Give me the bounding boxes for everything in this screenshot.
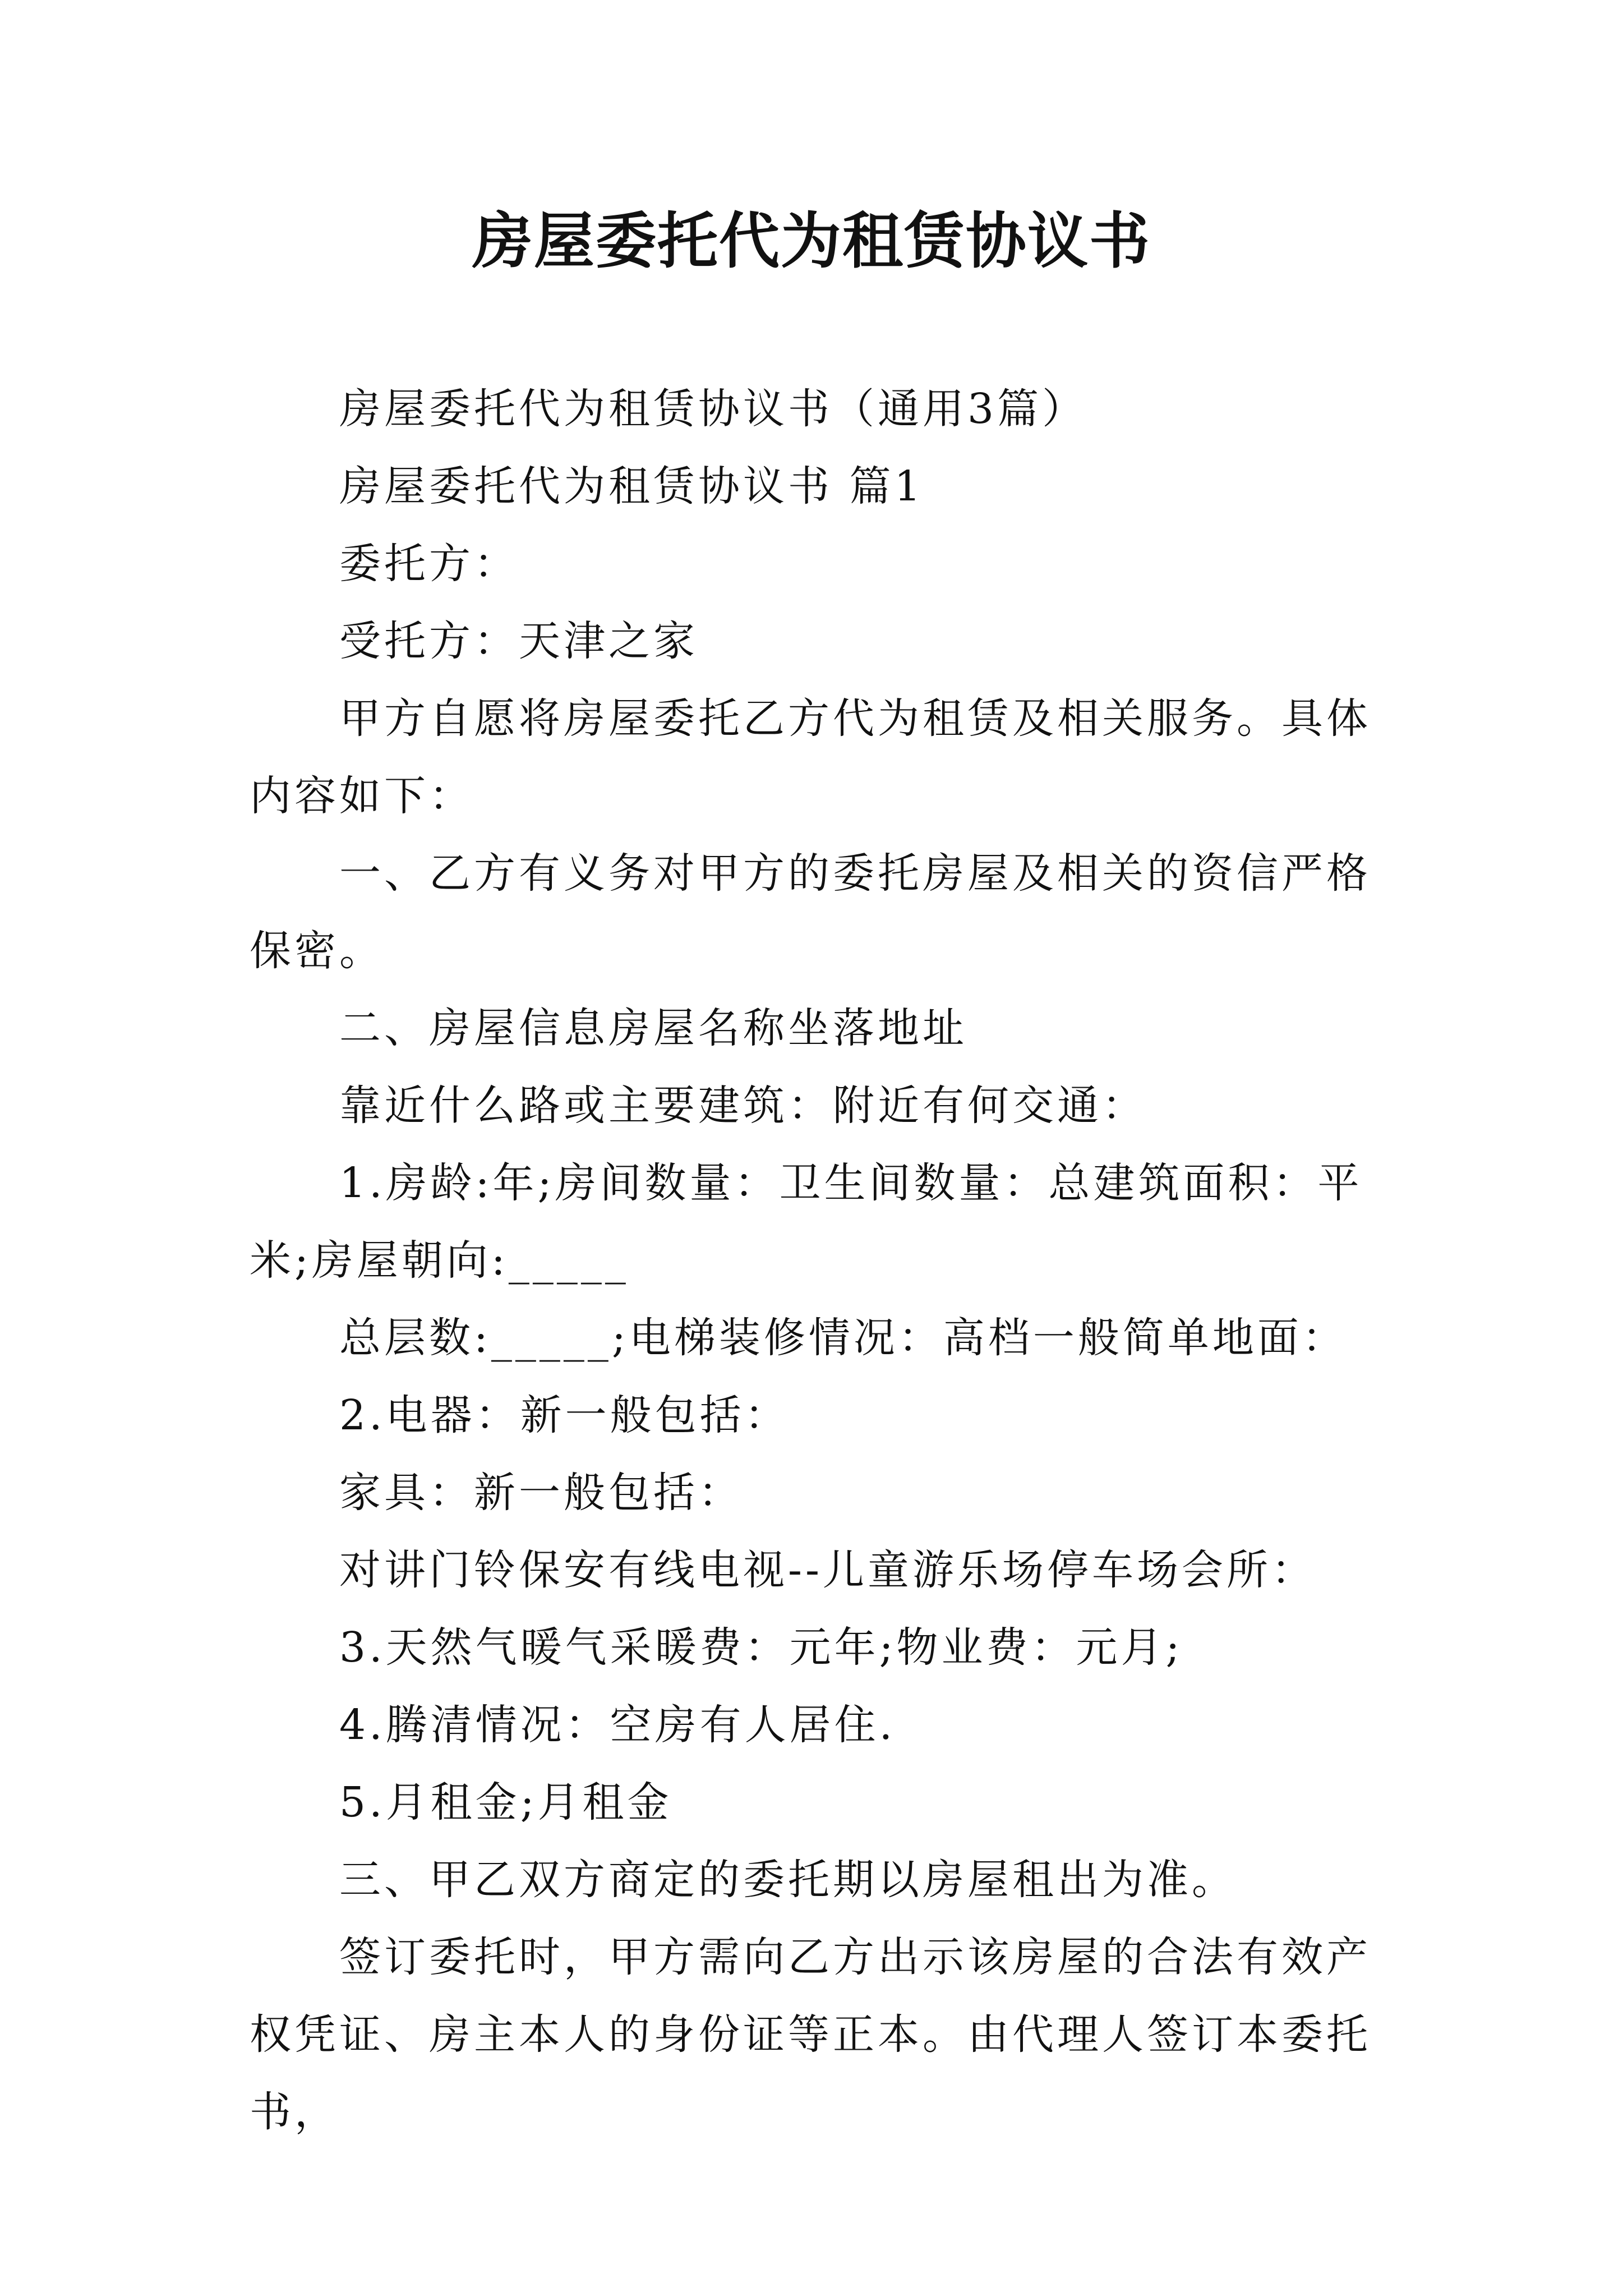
paragraph-furniture: 家具：新一般包括： bbox=[339, 1469, 743, 1517]
paragraph-agent: 受托方：天津之家 bbox=[339, 617, 698, 665]
paragraph-principal: 委托方： bbox=[339, 540, 519, 588]
paragraph-item-2: 2.电器：新一般包括： bbox=[339, 1391, 790, 1439]
paragraph-subtitle: 房屋委托代为租赁协议书（通用3篇） bbox=[339, 385, 1087, 433]
paragraph-item-5: 5.月租金;月租金 bbox=[339, 1778, 672, 1826]
paragraph-location: 靠近什么路或主要建筑：附近有何交通： bbox=[339, 1082, 1147, 1130]
paragraph-facilities: 对讲门铃保安有线电视--儿童游乐场停车场会所： bbox=[339, 1546, 1317, 1594]
paragraph-item-3: 3.天然气暖气采暖费：元年;物业费：元月; bbox=[339, 1623, 1183, 1672]
paragraph-section-heading: 房屋委托代为租赁协议书 篇1 bbox=[339, 462, 924, 510]
paragraph-signing: 签订委托时，甲方需向乙方出示该房屋的合法有效产权凭证、房主本人的身份证等正本。由代理人签订本委托书， bbox=[250, 1933, 1371, 2136]
paragraph-clause-1: 一、乙方有义务对甲方的委托房屋及相关的资信严格保密。 bbox=[250, 849, 1371, 975]
paragraph-intro: 甲方自愿将房屋委托乙方代为租赁及相关服务。具体内容如下： bbox=[250, 694, 1371, 820]
document-title: 房屋委托代为租赁协议书 bbox=[472, 206, 1151, 277]
paragraph-clause-3: 三、甲乙双方商定的委托期以房屋租出为准。 bbox=[339, 1856, 1237, 1904]
paragraph-floors: 总层数:_____;电梯装修情况：高档一般简单地面： bbox=[339, 1314, 1347, 1362]
document-body bbox=[250, 370, 1377, 2151]
paragraph-item-4: 4.腾清情况：空房有人居住. bbox=[339, 1701, 896, 1749]
paragraph-clause-2: 二、房屋信息房屋名称坐落地址 bbox=[339, 1004, 967, 1052]
paragraph-item-1: 1.房龄:年;房间数量：卫生间数量：总建筑面积：平米;房屋朝向:_____ bbox=[250, 1159, 1363, 1285]
